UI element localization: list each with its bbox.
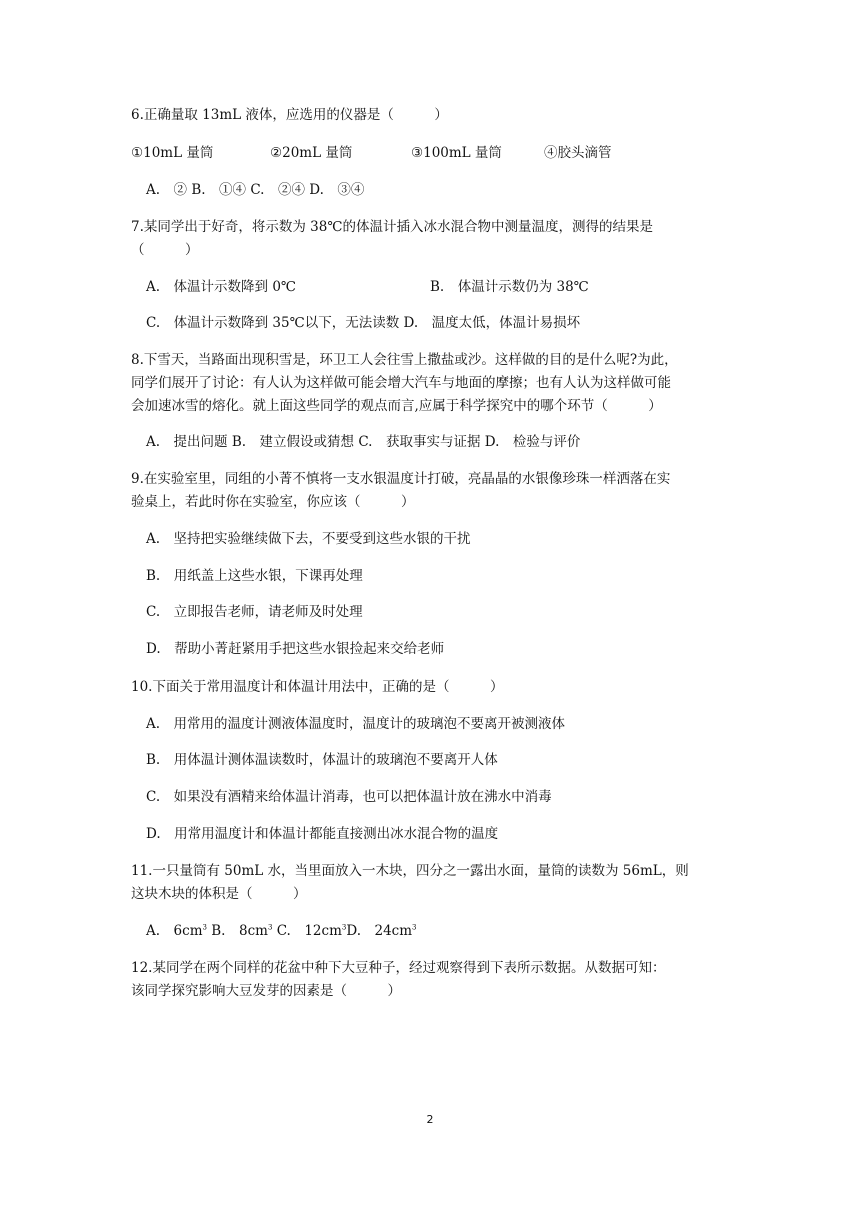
q9-stem-line1: 9.在实验室里，同组的小菁不慎将一支水银温度计打破，亮晶晶的水银像珍珠一样洒落在实 [131,471,671,487]
q10-option-c: C. 如果没有酒精来给体温计消毒，也可以把体温计放在沸水中消毒 [146,789,552,805]
q6-item-1: ①10mL 量筒 [131,145,214,161]
q11-option-d: D. 24cm [346,923,413,939]
q11-option-b: B. 8cm [211,923,268,939]
cubic-superscript: 3 [412,923,417,932]
q12-stem-line2: 该同学探究影响大豆发芽的因素是（ ） [131,983,401,999]
q7-stem-line1: 7.某同学出于好奇，将示数为 38℃的体温计插入冰水混合物中测量温度，测得的结果是 [131,219,653,235]
q7-option-b: B. 体温计示数仍为 38℃ [430,279,589,295]
q10-option-b: B. 用体温计测体温读数时，体温计的玻璃泡不要离开人体 [146,752,498,768]
q8-stem-line2: 同学们展开了讨论：有人认为这样做可能会增大汽车与地面的摩擦；也有人认为这样做可能 [131,375,671,391]
page-number: 2 [426,1113,434,1126]
q9-option-b: B. 用纸盖上这些水银，下课再处理 [146,568,363,584]
q11-stem-line1: 11.一只量筒有 50mL 水，当里面放入一木块，四分之一露出水面，量筒的读数为 56mL，则 [131,863,689,879]
q8-stem-line3: 会加速冰雪的熔化。就上面这些同学的观点而言,应属于科学探究中的哪个环节（ ） [131,398,662,414]
q11-option-c: C. 12cm [276,923,342,939]
q11-option-a: A. 6cm [146,923,203,939]
q7-option-a: A. 体温计示数降到 0℃ [146,279,297,295]
q9-option-a: A. 坚持把实验继续做下去，不要受到这些水银的干扰 [146,531,471,547]
cubic-superscript: 3 [202,923,207,932]
q8-stem-line1: 8.下雪天，当路面出现积雪是，环卫工人会往雪上撒盐或沙。这样做的目的是什么呢?为此， [131,352,678,368]
q6-item-4: ④胶头滴管 [544,145,612,161]
q9-option-c: C. 立即报告老师，请老师及时处理 [146,604,363,620]
q11-stem-line2: 这块木块的体积是（ ） [131,886,307,902]
q7-stem-line2: （ ） [131,242,199,258]
cubic-superscript: 3 [341,923,347,932]
q10-option-d: D. 用常用温度计和体温计都能直接测出冰水混合物的温度 [146,826,499,842]
q10-stem: 10.下面关于常用温度计和体温计用法中，正确的是（ ） [131,679,504,695]
q9-stem-line2: 验桌上，若此时你在实验室，你应该（ ） [131,494,415,510]
q6-item-3: ③100mL 量筒 [411,145,502,161]
q9-option-d: D. 帮助小菁赶紧用手把这些水银捡起来交给老师 [146,641,445,657]
q6-options: A. ② B. ①④ C. ②④ D. ③④ [146,182,365,198]
q12-stem-line1: 12.某同学在两个同样的花盆中种下大豆种子，经过观察得到下表所示数据。从数据可知： [131,960,666,976]
cubic-superscript: 3 [267,923,273,932]
q6-stem: 6.正确量取 13mL 液体，应选用的仪器是（ ） [131,107,448,123]
q6-item-2: ②20mL 量筒 [270,145,353,161]
q8-options: A. 提出问题 B. 建立假设或猜想 C. 获取事实与证据 D. 检验与评价 [146,434,581,450]
q10-option-a: A. 用常用的温度计测液体温度时，温度计的玻璃泡不要离开被测液体 [146,716,566,732]
q7-options-cd: C. 体温计示数降到 35℃以下，无法读数 D. 温度太低，体温计易损坏 [146,315,581,331]
q11-options [146,921,417,941]
